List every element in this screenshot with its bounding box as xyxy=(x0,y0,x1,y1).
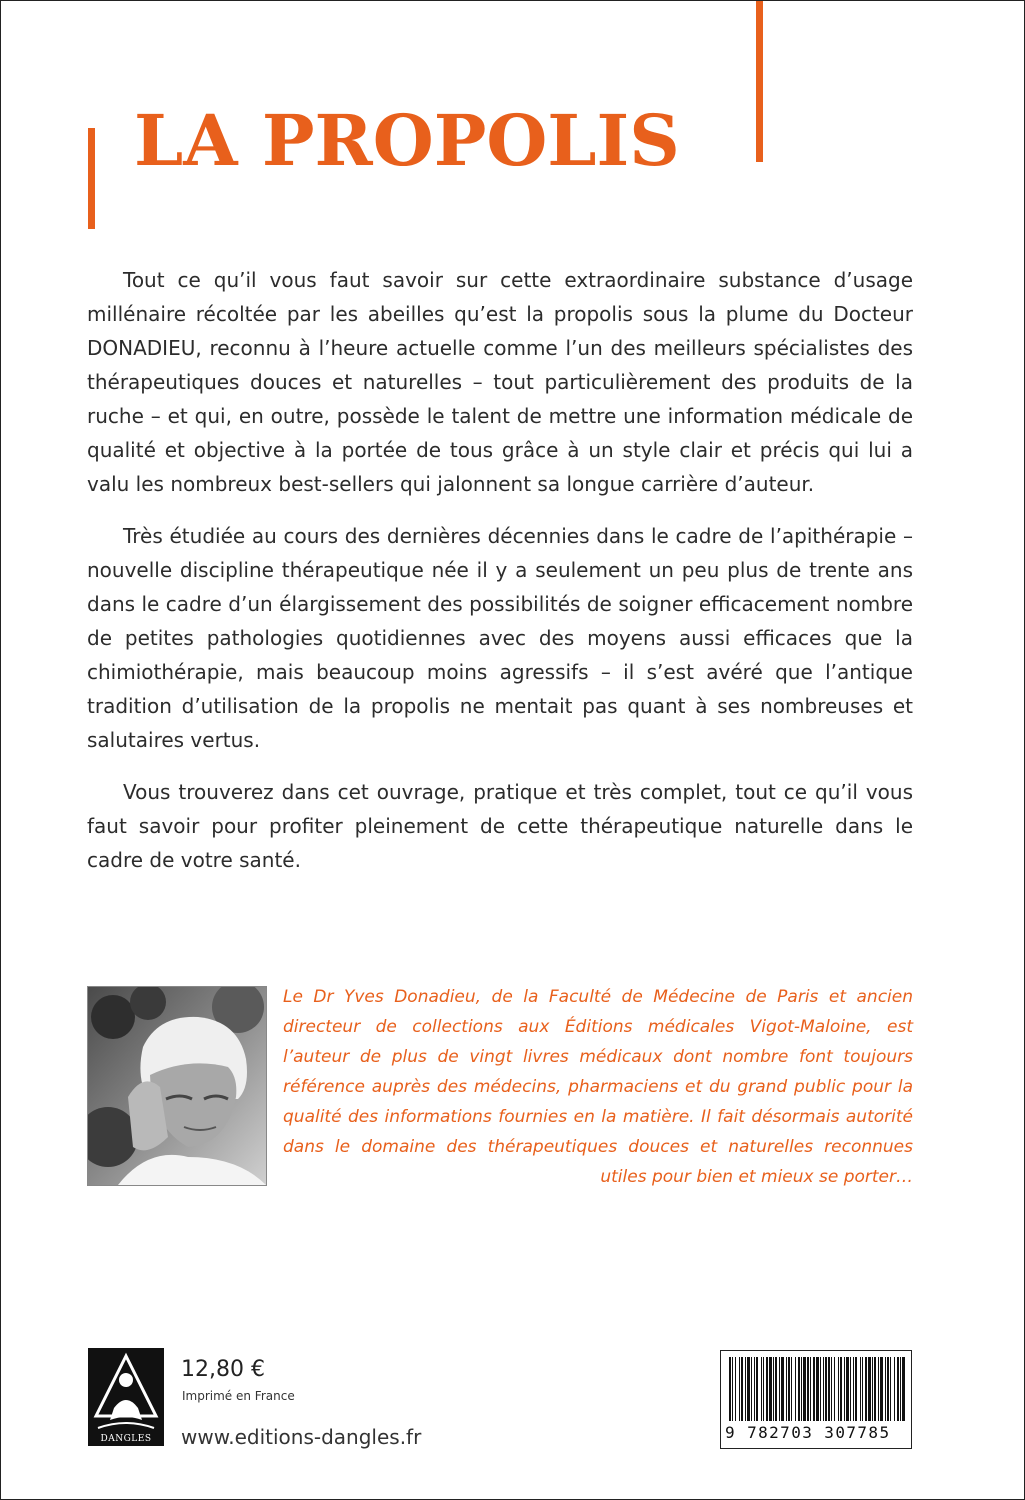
barcode-bar xyxy=(887,1357,889,1421)
blurb-paragraph: Tout ce qu’il vous faut savoir sur cette extraordinaire substance d’usage millénaire récoltée par les abeilles qu’est la propolis sous la plume du Docteur DONADIEU, reconnu à l’heure actuelle comme l’un des meilleurs spécialistes des thérapeutiques douces et naturelles – tout particulièrement des produits de la ruche – et qui, en outre, possède le talent de mettre une information médicale de qualité et objective à la portée de tous grâce à un style clair et précis qui lui a valu les nombreux best-sellers qui jalonnent sa longue carrière d’auteur. xyxy=(87,268,913,496)
barcode-bar xyxy=(838,1357,839,1421)
barcode-bar xyxy=(816,1357,819,1421)
barcode-bar xyxy=(803,1357,806,1421)
barcode-bar xyxy=(834,1357,835,1421)
barcode-bar xyxy=(855,1357,857,1421)
publisher-logo-icon xyxy=(88,1348,164,1446)
printed-in: Imprimé en France xyxy=(182,1389,295,1403)
barcode-bar xyxy=(900,1357,901,1421)
barcode-bar xyxy=(732,1357,733,1421)
barcode-bars xyxy=(727,1357,907,1421)
title-accent-bar-right xyxy=(756,1,763,162)
barcode-bar xyxy=(894,1357,895,1421)
barcode-bar xyxy=(795,1357,796,1421)
barcode-bar xyxy=(763,1357,764,1421)
barcode-bar xyxy=(798,1357,800,1421)
publisher-logo xyxy=(88,1348,164,1446)
barcode-bar xyxy=(756,1357,758,1421)
barcode-bar xyxy=(846,1357,849,1421)
barcode-bar xyxy=(878,1357,879,1421)
barcode-bar xyxy=(747,1357,750,1421)
barcode-bar xyxy=(885,1357,886,1421)
barcode-bar xyxy=(853,1357,854,1421)
barcode-bar xyxy=(825,1357,827,1421)
barcode-bar xyxy=(813,1357,815,1421)
book-title: LA PROPOLIS xyxy=(134,99,680,182)
barcode-bar xyxy=(786,1357,787,1421)
author-photo-image xyxy=(88,987,266,1185)
barcode-bar xyxy=(739,1357,740,1421)
title-accent-bar-left xyxy=(88,128,95,229)
barcode-bar xyxy=(872,1357,873,1421)
barcode-bar xyxy=(831,1357,832,1421)
barcode-bar xyxy=(840,1357,842,1421)
barcode-bar xyxy=(807,1357,809,1421)
price: 12,80 € xyxy=(181,1357,265,1382)
barcode-bar xyxy=(754,1357,755,1421)
barcode-bar xyxy=(735,1357,736,1421)
barcode-bar xyxy=(860,1357,861,1421)
barcode-bar xyxy=(897,1357,899,1421)
barcode-bar xyxy=(775,1357,777,1421)
blurb-paragraph: Très étudiée au cours des dernières décennies dans le cadre de l’apithérapie – nouvelle discipline thérapeutique née il y a seulement un peu plus de trente ans dans le cadre d’un élargissement des possibilités de soigner efficacement nombre de petites pathologies quotidiennes avec des moyens aussi efficaces que la chimiothérapie, mais beaucoup moins agressifs – il s’est avéré que l’antique tradition d’utilisation de la propolis ne mentait pas quant à ses nombreuses et salutaires vertus. xyxy=(87,524,913,752)
barcode-bar xyxy=(868,1357,871,1421)
barcode-bar xyxy=(766,1357,768,1421)
isbn-number: 9 782703 307785 xyxy=(725,1423,891,1442)
barcode-bar xyxy=(801,1357,802,1421)
publisher-logo-text: DANGLES xyxy=(100,1434,152,1444)
barcode-bar xyxy=(745,1357,746,1421)
barcode-bar xyxy=(791,1357,792,1421)
barcode-bar xyxy=(761,1357,762,1421)
barcode-bar xyxy=(865,1357,867,1421)
barcode-bar xyxy=(788,1357,790,1421)
barcode-bar xyxy=(769,1357,772,1421)
barcode-bar xyxy=(850,1357,851,1421)
barcode-bar xyxy=(741,1357,743,1421)
blurb-paragraph: Vous trouverez dans cet ouvrage, pratique et très complet, tout ce qu’il vous faut savoir pour profiter pleinement de cette thérapeutique naturelle dans le cadre de votre santé. xyxy=(87,780,913,872)
barcode-bar xyxy=(862,1357,863,1421)
barcode-bar xyxy=(902,1357,905,1421)
barcode-bar xyxy=(844,1357,845,1421)
barcode-bar xyxy=(810,1357,811,1421)
author-bio: Le Dr Yves Donadieu, de la Faculté de Médecine de Paris et ancien directeur de collections aux Éditions médicales Vigot-Maloine, est l’auteur de plus de vingt livres médicaux dont nombre font toujours référence auprès des médecins, pharmaciens et du grand public pour la qualité des informations fournies en la matière. Il fait désormais autorité dans le domaine des thérapeutiques douces et naturelles reconnues utiles pour bien et mieux se porter… xyxy=(283,987,913,1187)
barcode-bar xyxy=(828,1357,830,1421)
author-photo xyxy=(87,986,267,1186)
barcode-bar xyxy=(880,1357,883,1421)
barcode-bar xyxy=(781,1357,784,1421)
barcode-bar xyxy=(751,1357,752,1421)
isbn-barcode xyxy=(720,1350,912,1449)
barcode-bar xyxy=(823,1357,824,1421)
barcode-bar xyxy=(773,1357,774,1421)
barcode-bar xyxy=(874,1357,876,1421)
barcode-bar xyxy=(779,1357,780,1421)
publisher-website: www.editions-dangles.fr xyxy=(181,1425,422,1449)
barcode-bar xyxy=(890,1357,891,1421)
blurb xyxy=(87,263,913,895)
barcode-bar xyxy=(820,1357,821,1421)
barcode-bar xyxy=(729,1357,731,1421)
